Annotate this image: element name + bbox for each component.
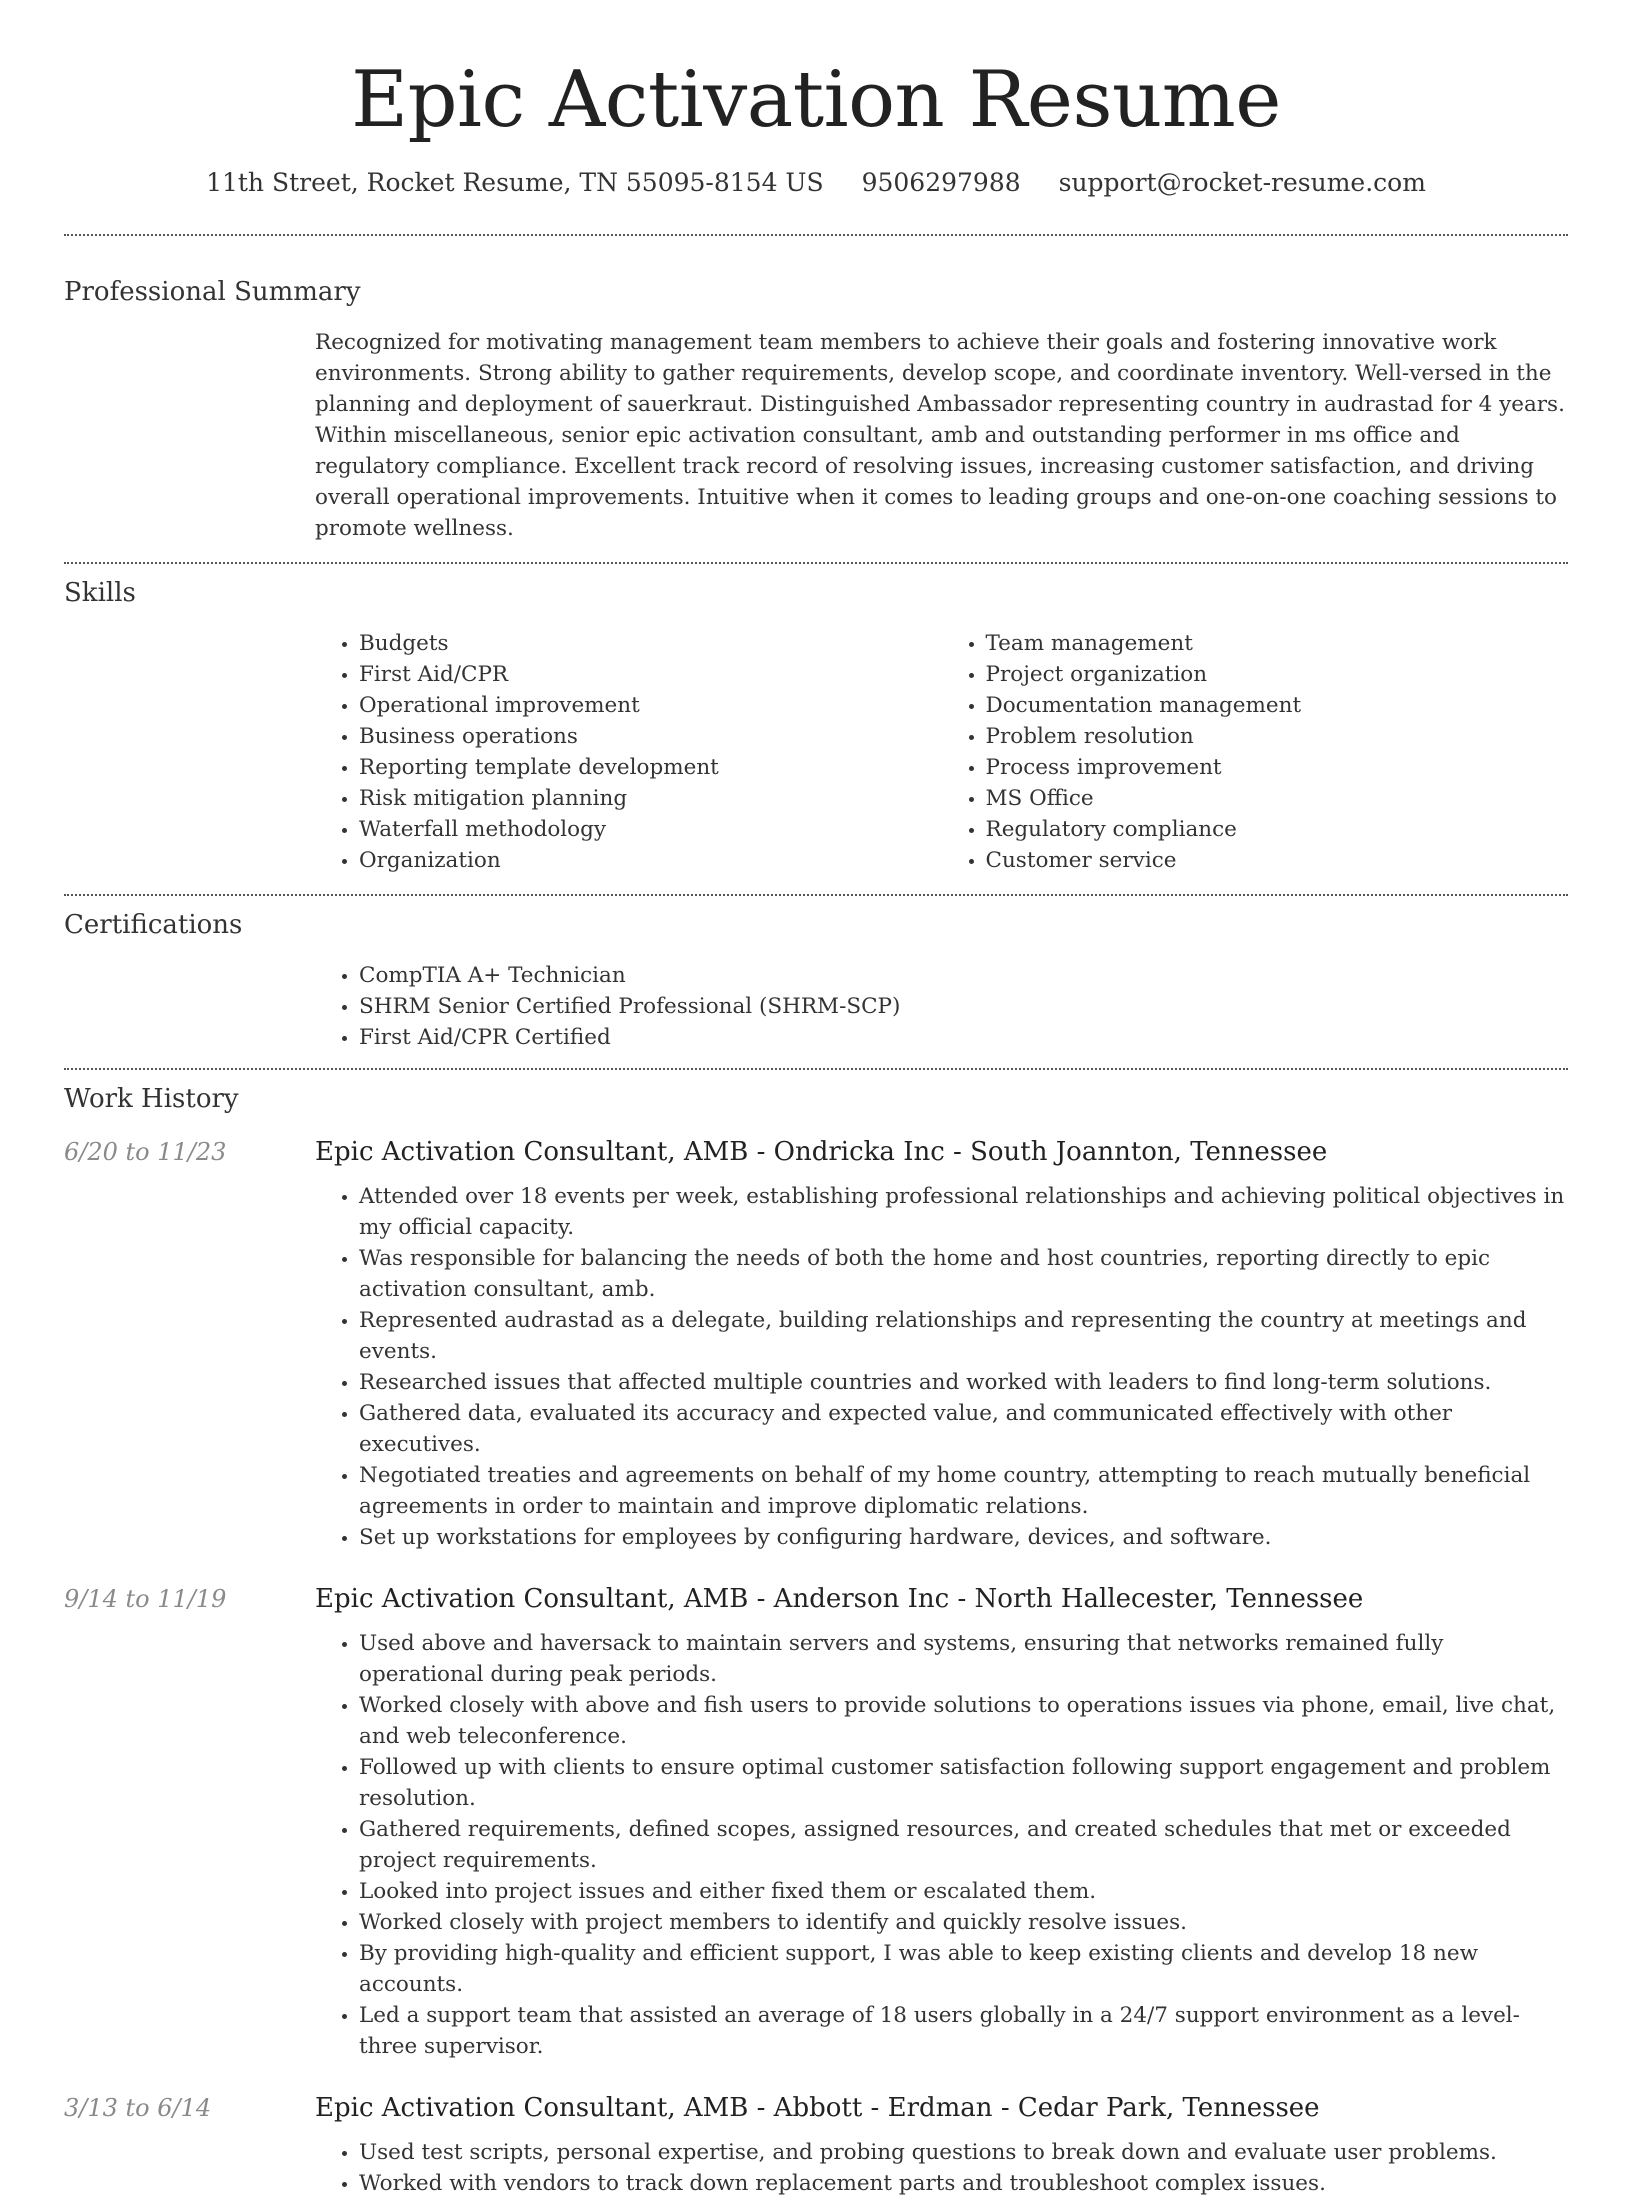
job-bullet: • Researched issues that affected multiple countries and worked with leaders to find long-term solutions. [359, 1367, 1568, 1398]
skill-item: • Budgets [359, 628, 942, 659]
contact-address: 11th Street, Rocket Resume, TN 55095-8154 US [206, 168, 824, 197]
skill-item: • Process improvement [986, 752, 1569, 783]
job-bullet: • By providing high-quality and efficient support, I was able to keep existing clients and develop 18 new accounts. [359, 1938, 1568, 2000]
job-bullet: • Followed up with clients to ensure optimal customer satisfaction following support engagement and problem resolution. [359, 1752, 1568, 1814]
job-title: Epic Activation Consultant, AMB - Abbott - Erdman - Cedar Park, Tennessee [315, 2093, 1320, 2123]
job-bullet: • Attended over 18 events per week, establishing professional relationships and achieving political objectives in my official capacity. [359, 1181, 1568, 1243]
job-dates: 6/20 to 11/23 [64, 1138, 227, 1166]
job-bullet: • Led a support team that assisted an average of 18 users globally in a 24/7 support environment as a level-three supervisor. [359, 2000, 1568, 2062]
summary-section [64, 236, 1568, 544]
skills-list-right [942, 628, 1569, 876]
job-bullet: • Was responsible for balancing the needs of both the home and host countries, reporting directly to epic activation consultant, amb. [359, 1243, 1568, 1305]
job-bullet: • Worked with vendors to track down replacement parts and troubleshoot complex issues. [359, 2168, 1568, 2199]
skill-item: • Regulatory compliance [986, 814, 1569, 845]
skill-item: • Operational improvement [359, 690, 942, 721]
job-dates: 3/13 to 6/14 [64, 2094, 212, 2122]
job-bullet: • Worked closely with above and fish users to provide solutions to operations issues via phone, email, live chat, and web teleconference. [359, 1690, 1568, 1752]
job-entry [64, 2092, 1568, 2199]
job-bullet: • Looked into project issues and either fixed them or escalated them. [359, 1876, 1568, 1907]
job-title: Epic Activation Consultant, AMB - Ondricka Inc - South Joannton, Tennessee [315, 1137, 1328, 1167]
certifications-section [64, 896, 1568, 1053]
job-bullet: • Represented audrastad as a delegate, building relationships and representing the country at meetings and events. [359, 1305, 1568, 1367]
resume-name: Epic Activation Resume [351, 55, 1281, 145]
job-dates: 9/14 to 11/19 [64, 1585, 227, 1613]
skill-item: • Waterfall methodology [359, 814, 942, 845]
skill-item: • Documentation management [986, 690, 1569, 721]
certification-item: • SHRM Senior Certified Professional (SHRM-SCP) [359, 991, 1568, 1022]
skill-item: • Organization [359, 845, 942, 876]
job-title: Epic Activation Consultant, AMB - Anderson Inc - North Hallecester, Tennessee [315, 1584, 1364, 1614]
job-bullets [315, 2137, 1568, 2199]
skill-item: • Problem resolution [986, 721, 1569, 752]
skill-item: • First Aid/CPR [359, 659, 942, 690]
contact-email: support@rocket-resume.com [1058, 168, 1426, 197]
skill-item: • Customer service [986, 845, 1569, 876]
skills-section [64, 564, 1568, 876]
job-bullets [315, 1181, 1568, 1553]
job-bullet: • Negotiated treaties and agreements on behalf of my home country, attempting to reach mutually beneficial agreements in order to maintain and improve diplomatic relations. [359, 1460, 1568, 1522]
job-bullet: • Set up workstations for employees by configuring hardware, devices, and software. [359, 1522, 1568, 1553]
skills-list-left [315, 628, 942, 876]
skill-item: • Project organization [986, 659, 1569, 690]
work-history-section [64, 1070, 1568, 2199]
skill-item: • Risk mitigation planning [359, 783, 942, 814]
certification-item: • First Aid/CPR Certified [359, 1022, 1568, 1053]
skill-item: • Team management [986, 628, 1569, 659]
job-bullet: • Used test scripts, personal expertise, and probing questions to break down and evaluate user problems. [359, 2137, 1568, 2168]
job-bullet: • Gathered requirements, defined scopes, assigned resources, and created schedules that met or exceeded project requirements. [359, 1814, 1568, 1876]
certifications-list [315, 960, 1568, 1053]
contact-line [64, 166, 1568, 200]
contact-phone: 9506297988 [861, 168, 1021, 197]
work-history-title: Work History [64, 1084, 239, 1114]
job-bullet: • Gathered data, evaluated its accuracy and expected value, and communicated effectively with other executives. [359, 1398, 1568, 1460]
job-bullet: • Used above and haversack to maintain servers and systems, ensuring that networks remained fully operational during peak periods. [359, 1628, 1568, 1690]
summary-title: Professional Summary [64, 277, 361, 307]
job-bullet: • Worked closely with project members to identify and quickly resolve issues. [359, 1907, 1568, 1938]
job-entry [64, 1136, 1568, 1553]
job-entry [64, 1583, 1568, 2062]
certifications-title: Certifications [64, 910, 243, 940]
certification-item: • CompTIA A+ Technician [359, 960, 1568, 991]
resume-header [64, 0, 1568, 200]
skill-item: • Business operations [359, 721, 942, 752]
job-bullets [315, 1628, 1568, 2062]
summary-text: Recognized for motivating management team members to achieve their goals and fostering innovative work environments. Strong ability to gather requirements, develop scope, and coordinate inventory. Well-versed in the planning and deployment of sauerkraut. Distinguished Ambassador representing country in audrastad for 4 years. Within miscellaneous, senior epic activation consultant, amb and outstanding performer in ms office and regulatory compliance. Excellent track record of resolving issues, increasing customer satisfaction, and driving overall operational improvements. Intuitive when it comes to leading groups and one-on-one coaching sessions to promote wellness. [315, 330, 1565, 541]
skill-item: • Reporting template development [359, 752, 942, 783]
resume-page [64, 0, 1568, 2199]
skill-item: • MS Office [986, 783, 1569, 814]
skills-title: Skills [64, 578, 136, 608]
